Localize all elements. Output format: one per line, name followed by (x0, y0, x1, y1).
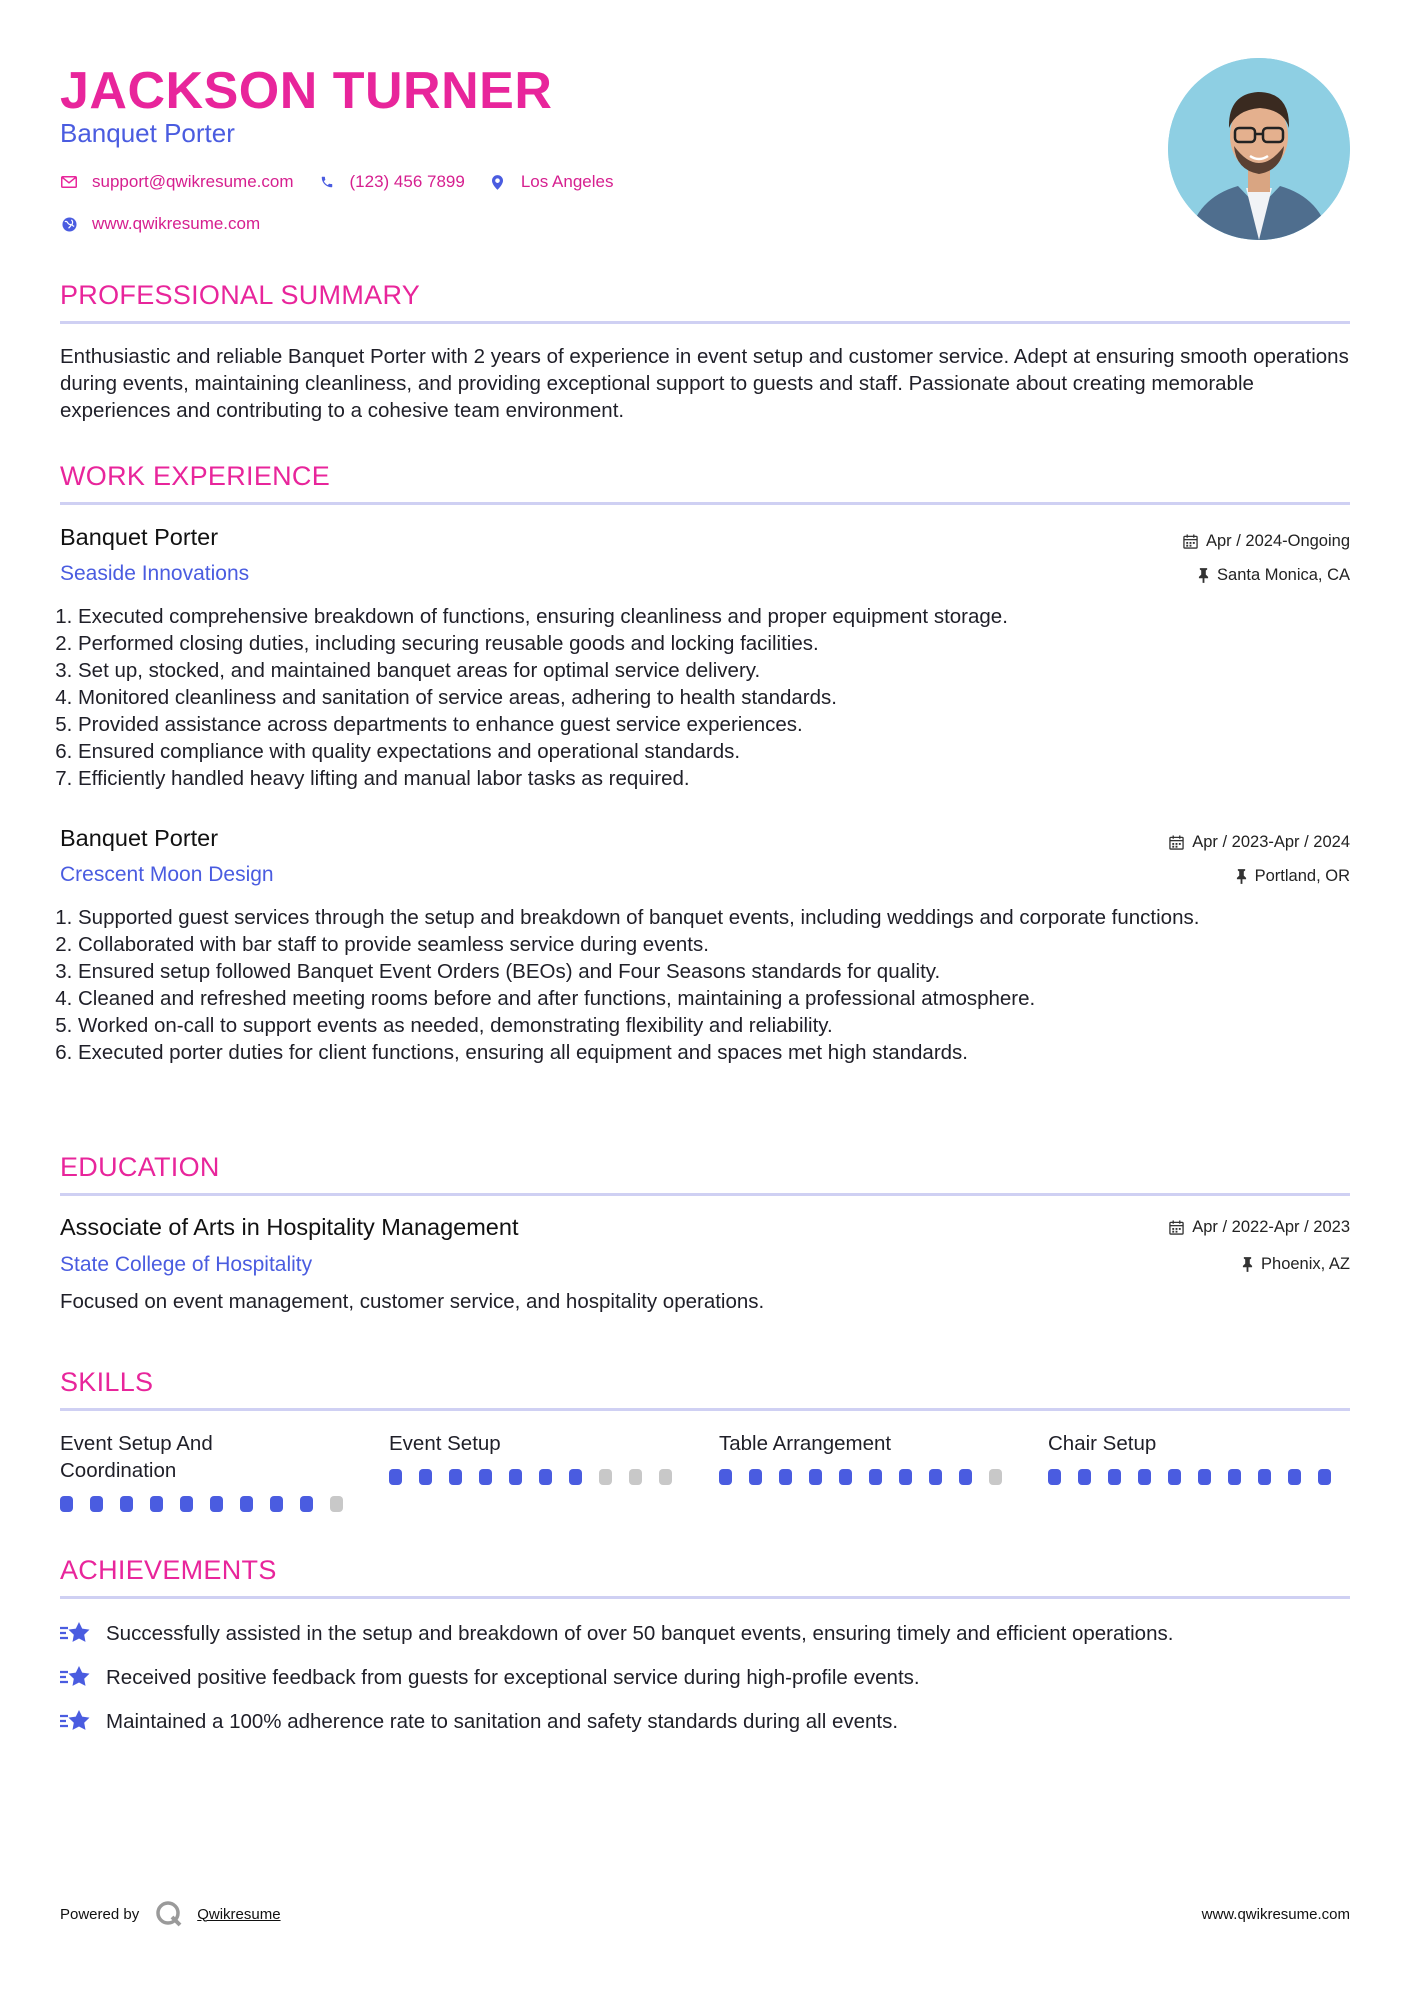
degree-title: Associate of Arts in Hospitality Management (60, 1214, 519, 1240)
job-bullets (60, 603, 1318, 792)
skill-dot-filled (120, 1496, 133, 1512)
skill-dot-filled (389, 1469, 402, 1485)
job-title: Banquet Porter (60, 524, 219, 550)
achievements-heading: ACHIEVEMENTS (60, 1555, 277, 1585)
job-bullet: 3. Set up, stocked, and maintained banquet areas for optimal service delivery. (78, 657, 1318, 684)
job-dates (1169, 833, 1350, 852)
school-name: State College of Hospitality (60, 1253, 313, 1276)
skill-dot-empty (330, 1496, 343, 1512)
skill-dot-filled (1168, 1469, 1181, 1485)
skill-dot-filled (479, 1469, 492, 1485)
experience-heading: WORK EXPERIENCE (60, 461, 331, 491)
achievement-item (60, 1664, 920, 1692)
pushpin-icon (1242, 1257, 1253, 1272)
education-dates (1169, 1218, 1350, 1237)
qwikresume-link[interactable]: Qwikresume (197, 1905, 281, 1923)
skill-dot-filled (90, 1496, 103, 1512)
skill-item (719, 1430, 1019, 1485)
skill-dot-filled (809, 1469, 822, 1485)
education-location (1242, 1255, 1350, 1274)
experience-divider (60, 502, 1350, 505)
achievements-divider (60, 1596, 1350, 1599)
skill-dot-filled (1318, 1469, 1331, 1485)
skill-dot-filled (240, 1496, 253, 1512)
achievement-item (60, 1708, 898, 1736)
calendar-icon (1169, 1220, 1184, 1235)
education-description: Focused on event management, customer service, and hospitality operations. (60, 1290, 765, 1313)
achievement-item (60, 1620, 1173, 1648)
contact-email[interactable] (60, 172, 294, 192)
skill-dot-filled (1108, 1469, 1121, 1485)
job-location (1198, 566, 1350, 585)
job-location-text: Portland, OR (1254, 867, 1350, 885)
skill-level (60, 1496, 360, 1512)
job-title: Banquet Porter (60, 825, 219, 851)
achievement-text: Received positive feedback from guests for exceptional service during high-profile events. (106, 1666, 920, 1689)
skill-dot-filled (419, 1469, 432, 1485)
job-bullets (60, 904, 1318, 1066)
profile-photo (1168, 58, 1350, 240)
job-bullet: 3. Ensured setup followed Banquet Event Orders (BEOs) and Four Seasons standards for quality. (78, 958, 1318, 985)
skill-dot-empty (629, 1469, 642, 1485)
skill-name: Event Setup (389, 1432, 501, 1455)
globe-icon (60, 215, 78, 233)
skill-dot-filled (1288, 1469, 1301, 1485)
skill-dot-filled (1048, 1469, 1061, 1485)
skill-item (389, 1430, 689, 1485)
pushpin-icon (1236, 869, 1247, 884)
education-location-text: Phoenix, AZ (1261, 1255, 1350, 1273)
skill-dot-filled (1228, 1469, 1241, 1485)
phone-icon (318, 173, 336, 191)
powered-by-label: Powered by (60, 1905, 140, 1923)
candidate-name: JACKSON TURNER (60, 62, 553, 120)
envelope-icon (60, 173, 78, 191)
skill-dot-filled (569, 1469, 582, 1485)
qwikresume-logo-icon (155, 1900, 183, 1928)
contact-row-primary (60, 172, 637, 192)
skill-dot-filled (719, 1469, 732, 1485)
skill-dot-filled (899, 1469, 912, 1485)
skill-name: Chair Setup (1048, 1432, 1157, 1455)
skill-name: Table Arrangement (719, 1432, 892, 1455)
education-heading: EDUCATION (60, 1152, 220, 1182)
phone-text: (123) 456 7899 (349, 172, 465, 191)
skill-name: Event Setup And Coordination (60, 1432, 213, 1482)
calendar-icon (1169, 835, 1184, 850)
star-badge-icon (60, 1708, 92, 1736)
footer-website[interactable]: www.qwikresume.com (1201, 1906, 1350, 1923)
map-pin-icon (489, 173, 507, 191)
skill-dot-filled (779, 1469, 792, 1485)
education-dates-text: Apr / 2022-Apr / 2023 (1192, 1218, 1350, 1236)
skill-dot-filled (1078, 1469, 1091, 1485)
skill-dot-empty (599, 1469, 612, 1485)
skill-level (389, 1469, 689, 1485)
contact-phone[interactable] (318, 172, 465, 192)
skill-level (1048, 1469, 1348, 1485)
summary-text: Enthusiastic and reliable Banquet Porter with 2 years of experience in event setup and customer service. Adept at ensuring smooth operations during events, maintaining cleanliness, and providing exceptional support to guests and staff. Passionate about creating memorable experiences and contributing to a cohesive team environment. (60, 345, 1349, 422)
job-bullet: 5. Provided assistance across departments to enhance guest service experiences. (78, 711, 1318, 738)
skills-divider (60, 1408, 1350, 1411)
achievement-text: Successfully assisted in the setup and breakdown of over 50 banquet events, ensuring timely and efficient operations. (106, 1622, 1174, 1645)
job-bullet: 2. Performed closing duties, including securing reusable goods and locking facilities. (78, 630, 1318, 657)
skill-dot-filled (300, 1496, 313, 1512)
skill-dot-filled (839, 1469, 852, 1485)
job-bullet: 6. Executed porter duties for client functions, ensuring all equipment and spaces met high standards. (78, 1039, 1318, 1066)
company-name: Crescent Moon Design (60, 863, 274, 886)
skill-dot-filled (869, 1469, 882, 1485)
skill-dot-filled (749, 1469, 762, 1485)
skill-dot-filled (1258, 1469, 1271, 1485)
job-dates-text: Apr / 2023-Apr / 2024 (1192, 833, 1350, 851)
job-dates-text: Apr / 2024-Ongoing (1205, 532, 1350, 550)
achievement-text: Maintained a 100% adherence rate to sanitation and safety standards during all events. (106, 1710, 899, 1733)
job-bullet: 4. Cleaned and refreshed meeting rooms before and after functions, maintaining a professional atmosphere. (78, 985, 1318, 1012)
skill-dot-filled (509, 1469, 522, 1485)
job-bullet: 1. Supported guest services through the setup and breakdown of banquet events, including weddings and corporate functions. (78, 904, 1318, 931)
skill-dot-empty (989, 1469, 1002, 1485)
skill-dot-filled (210, 1496, 223, 1512)
job-bullet: 7. Efficiently handled heavy lifting and manual labor tasks as required. (78, 765, 1318, 792)
skill-dot-filled (929, 1469, 942, 1485)
skill-dot-filled (1138, 1469, 1151, 1485)
website-text: www.qwikresume.com (92, 214, 261, 233)
company-name: Seaside Innovations (60, 562, 250, 585)
education-divider (60, 1193, 1350, 1196)
job-bullet: 1. Executed comprehensive breakdown of functions, ensuring cleanliness and proper equipment storage. (78, 603, 1318, 630)
location-text: Los Angeles (520, 172, 614, 191)
skill-item (60, 1430, 360, 1512)
skill-dot-empty (659, 1469, 672, 1485)
star-badge-icon (60, 1620, 92, 1648)
job-bullet: 2. Collaborated with bar staff to provide seamless service during events. (78, 931, 1318, 958)
job-location (1236, 867, 1350, 886)
skill-dot-filled (1198, 1469, 1211, 1485)
summary-heading: PROFESSIONAL SUMMARY (60, 280, 421, 310)
job-bullet: 6. Ensured compliance with quality expectations and operational standards. (78, 738, 1318, 765)
skill-dot-filled (60, 1496, 73, 1512)
candidate-role: Banquet Porter (60, 118, 235, 148)
skill-dot-filled (959, 1469, 972, 1485)
summary-divider (60, 321, 1350, 324)
skill-dot-filled (180, 1496, 193, 1512)
skills-heading: SKILLS (60, 1367, 154, 1397)
job-bullet: 4. Monitored cleanliness and sanitation of service areas, adhering to health standards. (78, 684, 1318, 711)
skill-dot-filled (449, 1469, 462, 1485)
footer-powered-by (60, 1900, 281, 1928)
skill-dot-filled (539, 1469, 552, 1485)
star-badge-icon (60, 1664, 92, 1692)
skill-dot-filled (270, 1496, 283, 1512)
skill-item (1048, 1430, 1348, 1485)
job-bullet: 5. Worked on-call to support events as needed, demonstrating flexibility and reliability. (78, 1012, 1318, 1039)
skill-dot-filled (150, 1496, 163, 1512)
pushpin-icon (1198, 568, 1209, 583)
contact-location (489, 172, 614, 192)
job-dates (1183, 532, 1350, 551)
job-location-text: Santa Monica, CA (1217, 566, 1350, 584)
calendar-icon (1183, 534, 1198, 549)
contact-row-secondary (60, 214, 284, 234)
email-text: support@qwikresume.com (92, 172, 294, 191)
skill-level (719, 1469, 1019, 1485)
contact-website[interactable] (60, 214, 260, 234)
